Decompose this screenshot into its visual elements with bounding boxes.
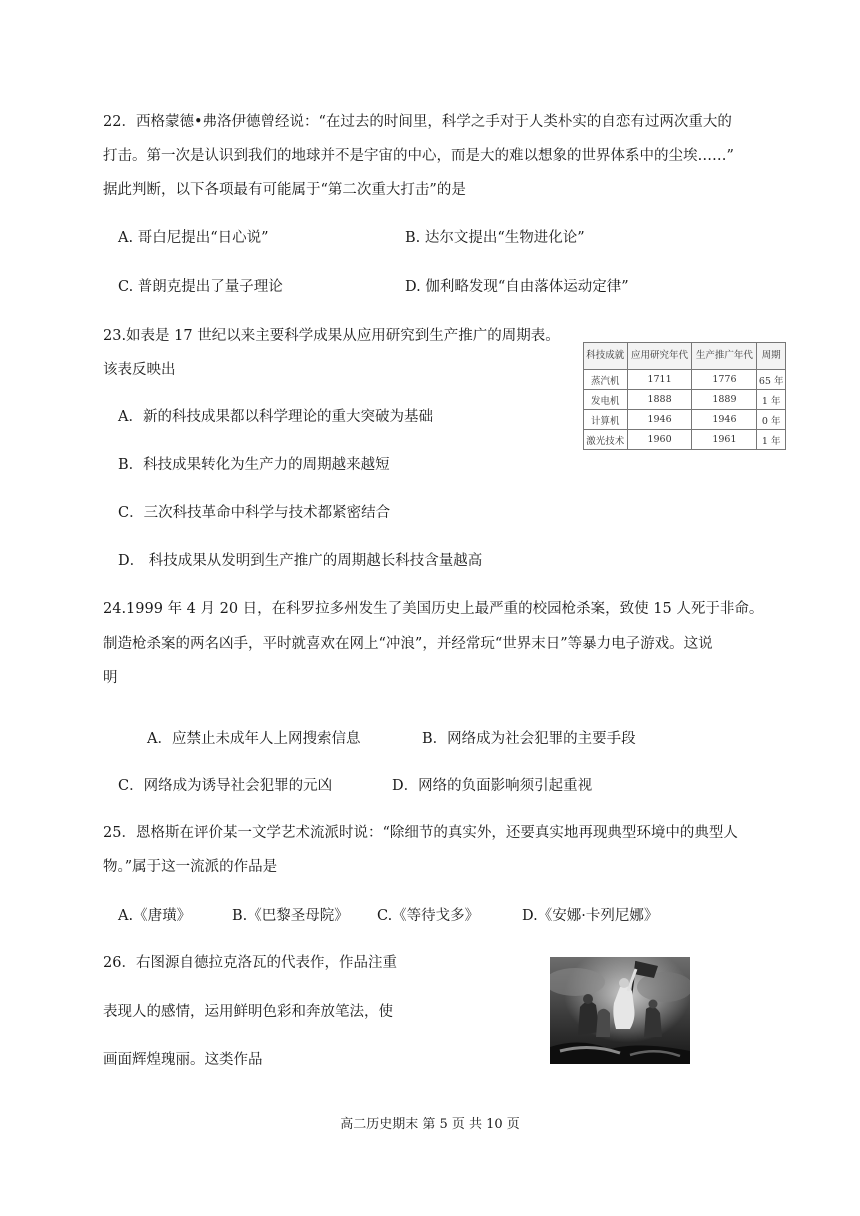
table-cell: 0 年: [757, 410, 786, 430]
q23-option-b: B．科技成果转化为生产力的周期越来越短: [118, 457, 390, 473]
table-cell: 1961: [692, 430, 757, 450]
page-footer: 高二历史期末 第 5 页 共 10 页: [340, 1117, 520, 1132]
q22-stem-line-2: 打击。第一次是认识到我们的地球并不是宇宙的中心，而是大的难以想象的世界体系中的尘埃……”: [103, 148, 734, 164]
table-cell: 1711: [627, 370, 692, 390]
table-cell: 计算机: [584, 410, 628, 430]
q25-option-b: B.《巴黎圣母院》: [232, 908, 349, 924]
table-cell: 发电机: [584, 390, 628, 410]
q22-option-b: B. 达尔文提出“生物进化论”: [405, 230, 585, 246]
table-header-cell: 周期: [757, 343, 786, 370]
table-cell: 1960: [627, 430, 692, 450]
q24-option-a: A．应禁止未成年人上网搜索信息: [147, 731, 361, 747]
q26-stem-line-2: 表现人的感情，运用鲜明色彩和奔放笔法，使: [103, 1004, 393, 1020]
q25-option-d: D.《安娜·卡列尼娜》: [522, 908, 659, 924]
q25-option-a: A.《唐璜》: [118, 908, 192, 924]
table-cell: 1 年: [757, 390, 786, 410]
q24-stem-line-2: 制造枪杀案的两名凶手，平时就喜欢在网上“冲浪”，并经常玩“世界末日”等暴力电子游戏。这说: [103, 636, 713, 652]
q23-option-a: A．新的科技成果都以科学理论的重大突破为基础: [118, 409, 433, 425]
science-cycle-table: [583, 342, 786, 450]
table-cell: 1889: [692, 390, 757, 410]
table-row: [584, 430, 786, 450]
table-row: [584, 410, 786, 430]
table-cell: 1946: [627, 410, 692, 430]
q23-option-c: C．三次科技革命中科学与技术都紧密结合: [118, 505, 391, 521]
q22-stem-line-3: 据此判断，以下各项最有可能属于“第二次重大打击”的是: [103, 182, 466, 198]
table-header-cell: 应用研究年代: [627, 343, 692, 370]
q24-option-c: C．网络成为诱导社会犯罪的元凶: [118, 778, 333, 794]
table-cell: 蒸汽机: [584, 370, 628, 390]
table-cell: 激光技术: [584, 430, 628, 450]
q22-option-d: D. 伽利略发现“自由落体运动定律”: [405, 279, 629, 295]
q22-option-c: C. 普朗克提出了量子理论: [118, 279, 283, 295]
q23-stem-line-1: 23.如表是 17 世纪以来主要科学成果从应用研究到生产推广的周期表。: [103, 328, 560, 344]
q25-stem-line-1: 25．恩格斯在评价某一文学艺术流派时说：“除细节的真实外，还要真实地再现典型环境中的典型人: [103, 825, 738, 841]
q25-stem-line-2: 物。”属于这一流派的作品是: [103, 859, 278, 875]
q24-stem-line-3: 明: [103, 670, 118, 686]
table-row: [584, 370, 786, 390]
q26-stem-line-1: 26．右图源自德拉克洛瓦的代表作，作品注重: [103, 955, 397, 971]
table-cell: 1776: [692, 370, 757, 390]
q26-stem-line-3: 画面辉煌瑰丽。这类作品: [103, 1052, 263, 1068]
q22-option-a: A. 哥白尼提出“日心说”: [118, 230, 269, 246]
q24-stem-line-1: 24.1999 年 4 月 20 日，在科罗拉多州发生了美国历史上最严重的校园枪杀案，致使 15 人死于非命。: [103, 601, 764, 617]
table-header-cell: 生产推广年代: [692, 343, 757, 370]
table-header-cell: 科技成就: [584, 343, 628, 370]
q23-option-d: D． 科技成果从发明到生产推广的周期越长科技含量越高: [118, 553, 483, 569]
table-cell: 1888: [627, 390, 692, 410]
table-header-row: [584, 343, 786, 370]
q22-stem-line-1: 22．西格蒙德•弗洛伊德曾经说：“在过去的时间里，科学之手对于人类朴实的自恋有过两次重大的: [103, 114, 732, 130]
q23-stem-line-2: 该表反映出: [103, 362, 176, 378]
table-row: [584, 390, 786, 410]
q25-option-c: C.《等待戈多》: [377, 908, 480, 924]
table-cell: 1946: [692, 410, 757, 430]
q24-option-b: B．网络成为社会犯罪的主要手段: [422, 731, 636, 747]
q24-option-d: D．网络的负面影响须引起重视: [392, 778, 593, 794]
table-cell: 1 年: [757, 430, 786, 450]
table-cell: 65 年: [757, 370, 786, 390]
liberty-leading-painting-image: [550, 957, 690, 1064]
